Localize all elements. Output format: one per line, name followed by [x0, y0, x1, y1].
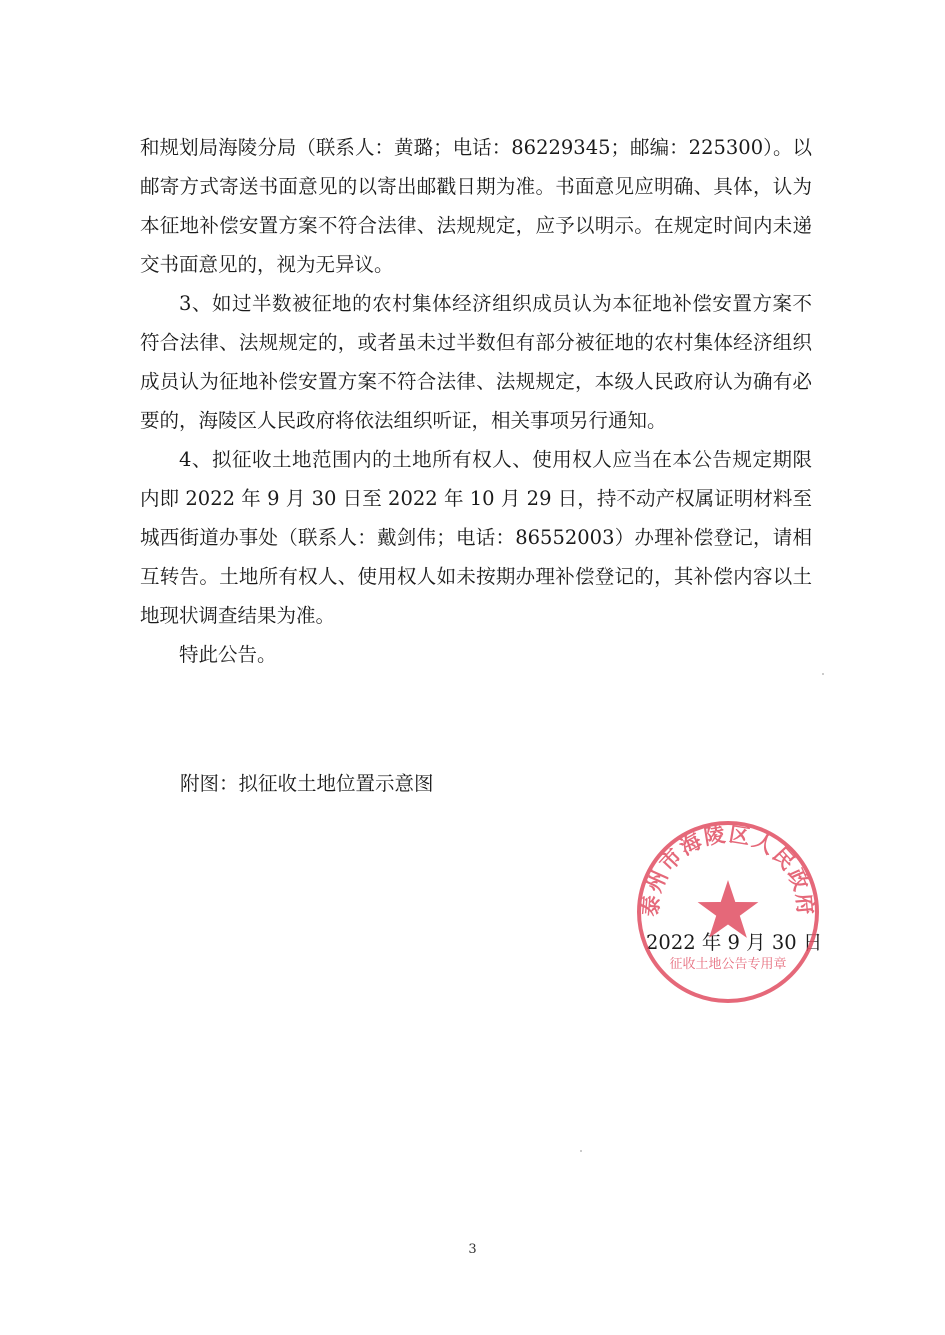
scan-speck: [822, 673, 824, 675]
issue-date: 2022 年 9 月 30 日: [646, 931, 823, 954]
seal-inner-text: 征收土地公告专用章: [669, 957, 787, 972]
paragraph-item-3: 3、如过半数被征地的农村集体经济组织成员认为本征地补偿安置方案不符合法律、法规规定的，或者虽未过半数但有部分被征地的农村集体经济组织成员认为征地补偿安置方案不符合法律、法规规定，本级人民政府认为确有必要的，海陵区人民政府将依法组织听证，相关事项另行通知。: [140, 292, 812, 432]
seal-star-icon: [698, 880, 759, 938]
notice-body: [140, 128, 812, 674]
seal-outer-text: 泰州市海陵区人民政府: [638, 822, 818, 918]
official-seal: [634, 818, 822, 1006]
page-number: 3: [468, 1242, 477, 1257]
closing-statement: 特此公告。: [179, 643, 277, 666]
attachment-note: 附图：拟征收土地位置示意图: [180, 772, 434, 795]
scan-speck: [580, 1150, 582, 1152]
paragraph-item-4: 4、拟征收土地范围内的土地所有权人、使用权人应当在本公告规定期限内即 2022 年 9 月 30 日至 2022 年 10 月 29 日，持不动产权属证明材料至城西街道办事处（联系人：戴剑伟；电话：86552003）办理补偿登记，请相互转告。土地所有权人、使用权人如未按期办理补偿登记的，其补偿内容以土地现状调查结果为准。: [140, 448, 812, 627]
paragraph-continued: 和规划局海陵分局（联系人：黄璐；电话：86229345；邮编：225300）。以邮寄方式寄送书面意见的以寄出邮戳日期为准。书面意见应明确、具体，认为本征地补偿安置方案不符合法律、法规规定，应予以明示。在规定时间内未递交书面意见的，视为无异议。: [140, 136, 812, 276]
